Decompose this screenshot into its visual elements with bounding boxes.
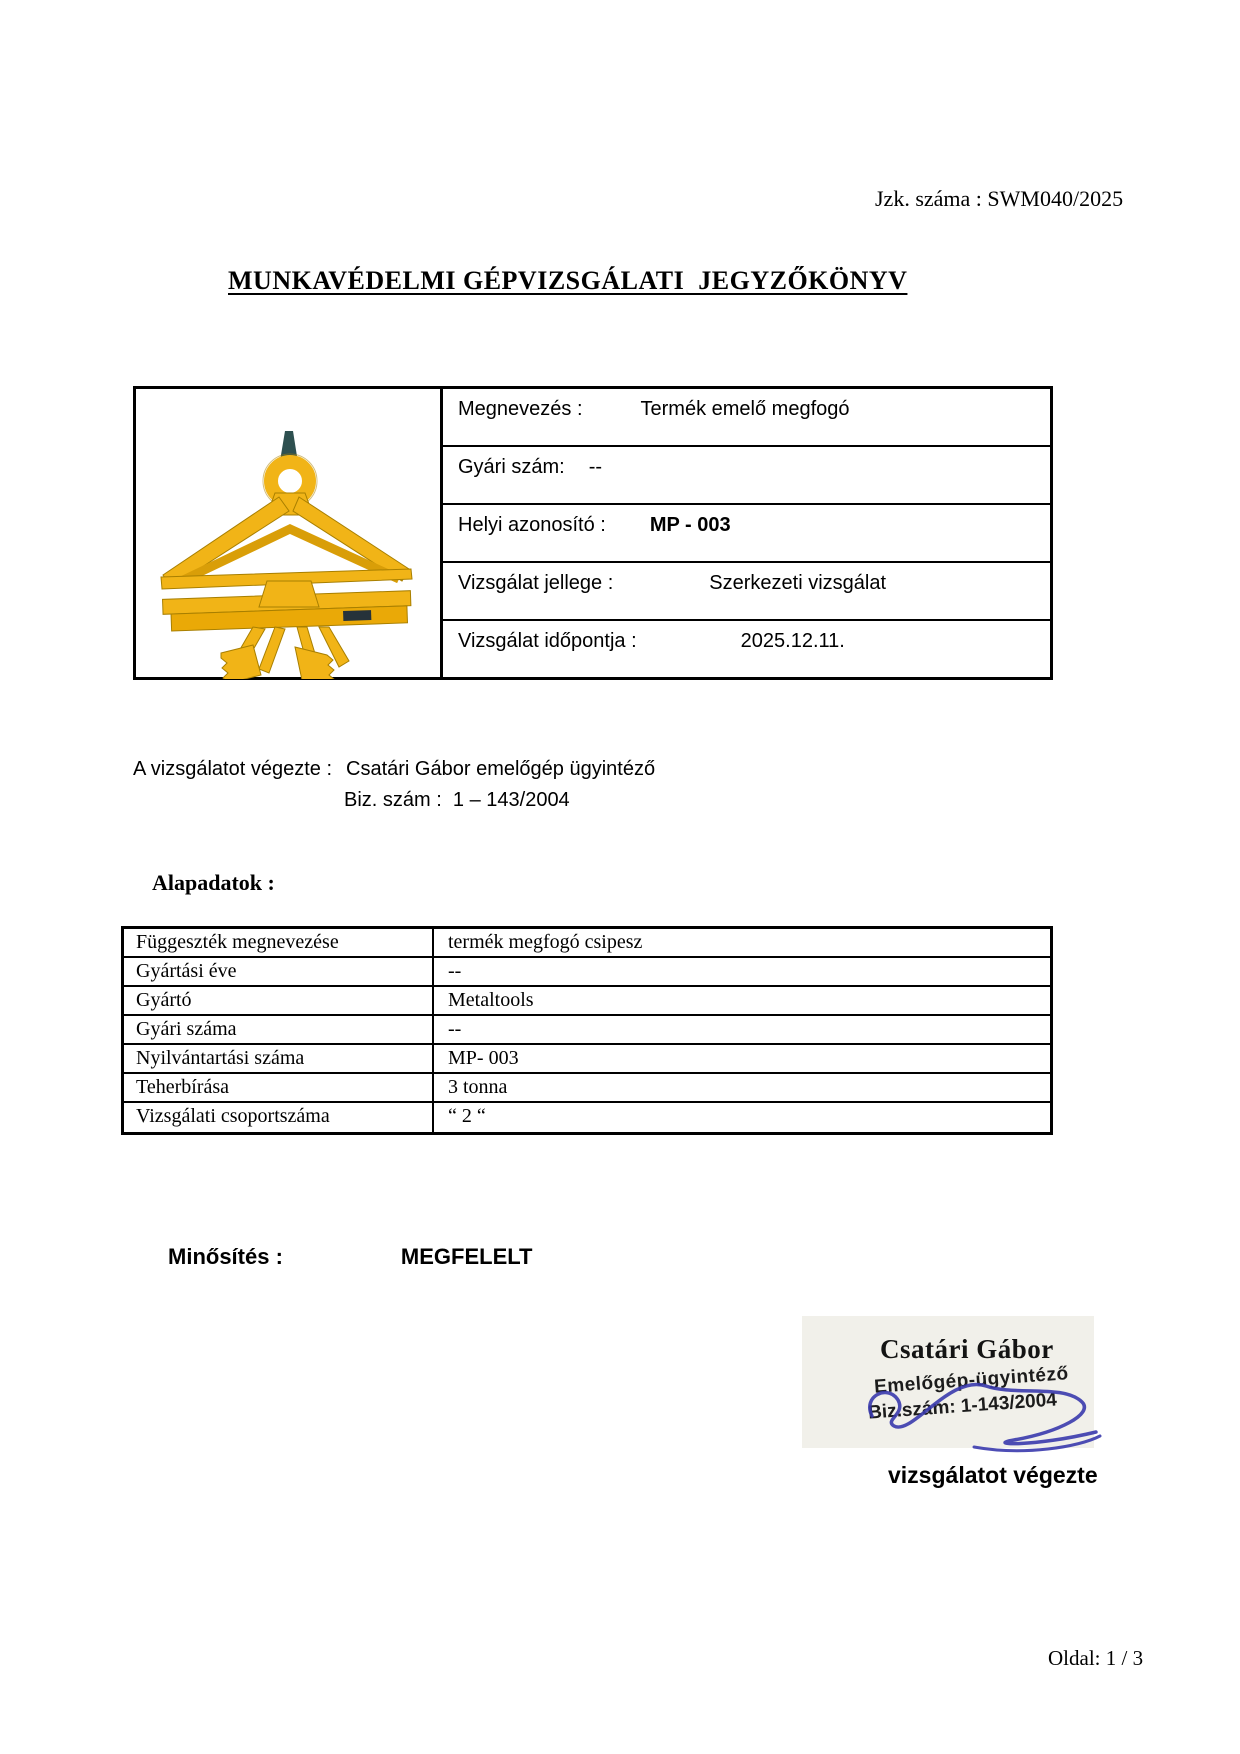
table-row xyxy=(124,1074,1050,1103)
field-label: Megnevezés : xyxy=(458,398,583,420)
device-row-vizsgalat-idopontja xyxy=(443,621,1050,677)
row-value: Metaltools xyxy=(448,989,534,1011)
stamp-caption: vizsgálatot végezte xyxy=(888,1462,1098,1488)
stamp-role: Emelőgép-ügyintéző xyxy=(873,1363,1070,1398)
journal-number: Jzk. száma : SWM040/2025 xyxy=(875,186,1124,211)
table-row xyxy=(124,1103,1050,1132)
row-value: “ 2 “ xyxy=(448,1105,486,1127)
inspector-block xyxy=(133,754,655,816)
row-label: Teherbírása xyxy=(124,1074,434,1101)
signature-icon xyxy=(854,1344,1104,1454)
row-label: Nyilvántartási száma xyxy=(124,1045,434,1072)
field-value: -- xyxy=(588,456,603,478)
row-label: Függeszték megnevezése xyxy=(124,929,434,956)
table-row xyxy=(124,929,1050,958)
field-value: Szerkezeti vizsgálat xyxy=(709,572,887,594)
lifting-clamp-photo xyxy=(146,429,428,679)
device-row-gyari-szam xyxy=(443,447,1050,505)
row-value: 3 tonna xyxy=(448,1076,508,1098)
inspector-stamp xyxy=(802,1316,1094,1448)
qualification-line xyxy=(168,1244,533,1270)
stamp-license: Biz.szám: 1-143/2004 xyxy=(867,1389,1058,1424)
table-row xyxy=(124,958,1050,987)
row-value: MP- 003 xyxy=(448,1047,519,1069)
inspector-name: Csatári Gábor emelőgép ügyintéző xyxy=(346,758,656,780)
table-row xyxy=(124,987,1050,1016)
field-label: Helyi azonosító : xyxy=(458,514,606,536)
row-label: Gyártási éve xyxy=(124,958,434,985)
device-rows xyxy=(443,389,1050,677)
row-value: termék megfogó csipesz xyxy=(448,931,643,953)
field-value: 2025.12.11. xyxy=(740,630,845,652)
inspector-license: Biz. szám : 1 – 143/2004 xyxy=(344,789,570,811)
row-value: -- xyxy=(448,1018,462,1040)
table-row xyxy=(124,1045,1050,1074)
field-label: Vizsgálat jellege : xyxy=(458,572,614,594)
field-value: Termék emelő megfogó xyxy=(640,398,850,420)
device-photo-cell xyxy=(136,389,443,677)
field-label: Vizsgálat időpontja : xyxy=(458,630,637,652)
table-row xyxy=(124,1016,1050,1045)
field-label: Gyári szám: xyxy=(458,456,565,478)
qualification-value: MEGFELELT xyxy=(400,1244,533,1269)
device-summary-table xyxy=(133,386,1053,680)
page-number: Oldal: 1 / 3 xyxy=(1048,1646,1144,1670)
row-label: Vizsgálati csoportszáma xyxy=(124,1103,434,1132)
row-label: Gyári száma xyxy=(124,1016,434,1043)
inspector-label: A vizsgálatot végezte : xyxy=(133,758,333,780)
device-row-vizsgalat-jellege xyxy=(443,563,1050,621)
qualification-label: Minősítés : xyxy=(168,1244,283,1269)
row-value: -- xyxy=(448,960,462,982)
inspector-line xyxy=(133,754,655,785)
document-title: MUNKAVÉDELMI GÉPVIZSGÁLATI JEGYZŐKÖNYV xyxy=(228,266,908,295)
field-value: MP - 003 xyxy=(649,514,731,536)
row-label: Gyártó xyxy=(124,987,434,1014)
base-data-table xyxy=(121,926,1053,1135)
device-row-megnevezes xyxy=(443,389,1050,447)
stamp-name: Csatári Gábor xyxy=(880,1334,1054,1364)
base-data-heading: Alapadatok : xyxy=(152,870,275,895)
device-row-helyi-azonosito xyxy=(443,505,1050,563)
